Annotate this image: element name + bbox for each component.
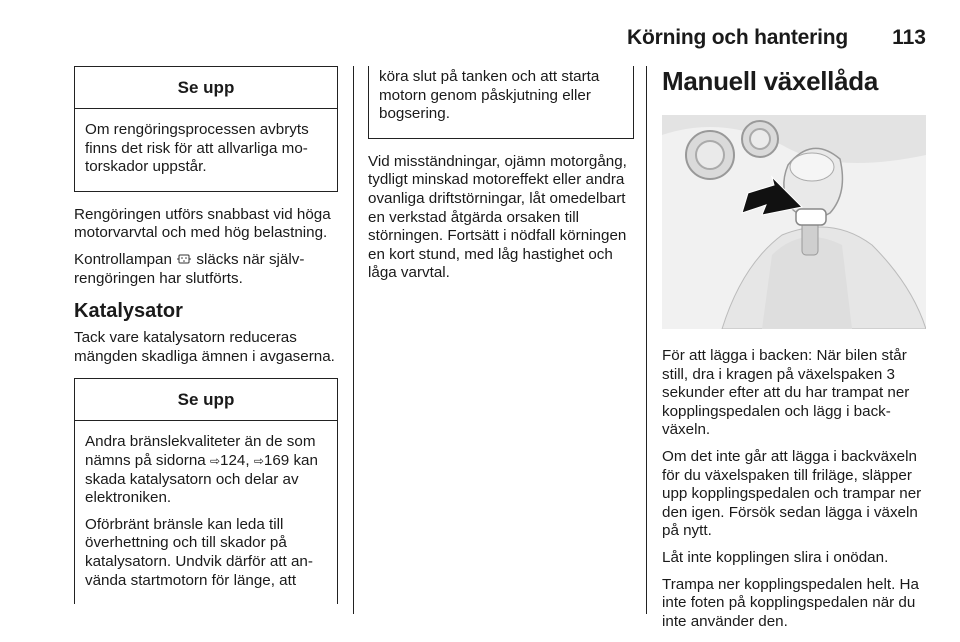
paragraph-control-lamp: Kontrollampan släcks när självrengöringen har slutförts. [74,250,305,287]
page-header [60,26,926,56]
caution-box-2 [74,378,338,604]
column-divider-1 [353,66,354,614]
paragraph-clutch-pedal: Trampa ner kopplingspedalen helt. Ha inte foten på kopplingspedalen när du inte använder den. [662,575,919,630]
caution-box-1 [74,66,338,192]
chapter-title: Körning och hantering [627,26,848,49]
caution-unburnt-fuel: Oförbränt bränsle kan leda till överhettning och till skador på katalysatorn. Undvik därför att använda startmotorn för länge, att [85,515,313,589]
caution-text: Om rengöringsprocessen avbryts finns det risk för att allvarliga motorskador uppstår. [85,121,309,176]
heading-katalysator: Katalysator [74,300,183,323]
exhaust-filter-lamp-icon [176,252,192,266]
caution-heading: Se upp [75,379,337,421]
column-3 [662,66,926,639]
paragraph-clutch-slip: Låt inte kopplingen slira i onödan. [662,548,889,566]
paragraph-cleaning-speed: Rengöringen utförs snabbast vid höga motorvarvtal och med hög belastning. [74,205,331,242]
page-reference-icon: ⇨ [253,453,264,468]
page-reference-icon: ⇨ [209,453,221,468]
caution-continued-text: köra slut på tanken och att starta motorn genom påskjutning eller bogsering. [379,68,600,123]
caution-fuel-quality: Andra bränslekvaliteter än de som nämns på sidorna ⇨124, ⇨169 kan skada katalysatorn och delar av elektroniken. [85,433,318,507]
column-divider-2 [646,66,647,614]
paragraph-reverse-fallback: Om det inte går att lägga i backväxeln för du växelspaken till friläge, släpper upp kopplingspedalen och trampar ner den igen. Försök sedan lägga i växeln på nytt. [662,447,922,540]
caution-heading: Se upp [75,67,337,109]
gear-lever-image [662,115,926,329]
column-1 [74,66,338,604]
column-2 [368,66,634,291]
caution-box-continued [368,66,634,139]
heading-manuell-vaxellada: Manuell växellåda [662,66,879,96]
page-number: 113 [892,26,926,49]
gear-lever-illustration [662,115,926,329]
paragraph-reverse-gear: För att lägga i backen: När bilen står still, dra i kragen på växelspaken 3 sekunder efter att du har trampat ner kopplingspedalen och lägg i backväxeln. [662,347,910,439]
paragraph-katalysator: Tack vare katalysatorn reduceras mängden skadliga ämnen i avgaserna. [74,329,335,365]
page-ref-link[interactable]: 124 [220,451,246,469]
paragraph-misfires: Vid misständningar, ojämn motorgång, tydligt minskad motoreffekt eller andra ovanliga driftstörningar, låt omedelbart en verkstad åtgärda orsaken till störningen. Fortsätt i nödfall körningen en kort stund, med låg hastighet och låga varvtal. [368,152,627,282]
page-ref-link[interactable]: 169 [263,451,290,469]
